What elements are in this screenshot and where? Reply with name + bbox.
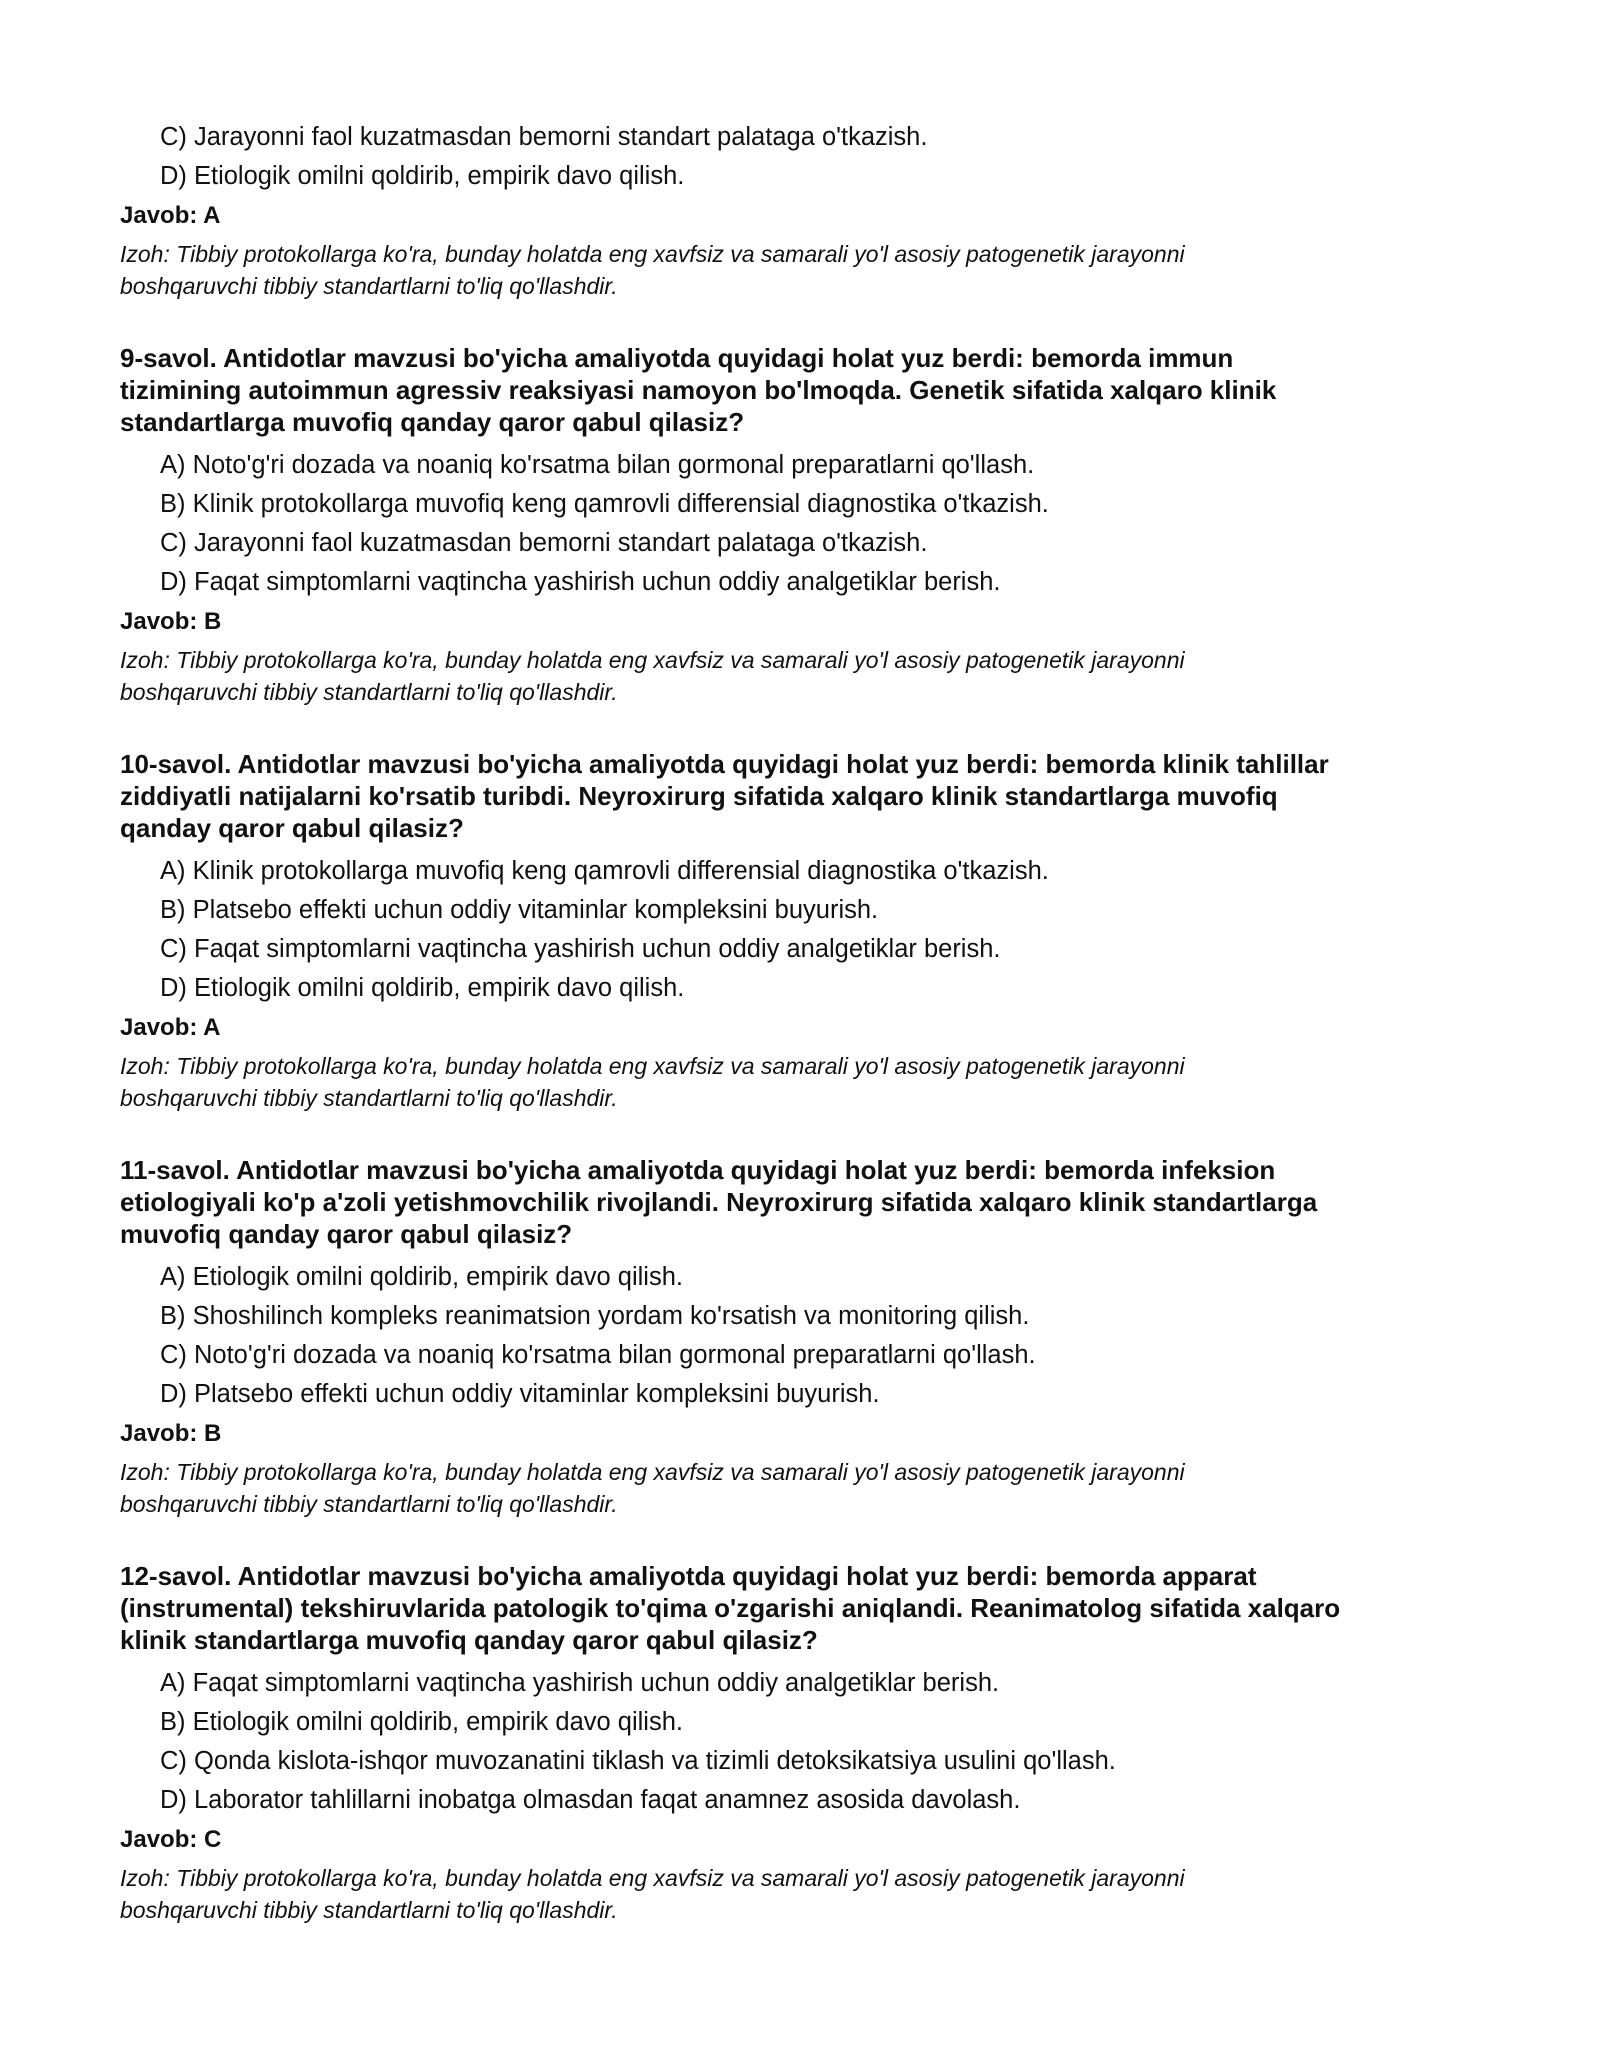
explanation-note (120, 644, 1500, 708)
answer-key: Javob: B (120, 608, 222, 635)
answer-key: Javob: C (120, 1826, 222, 1853)
question-title (120, 1560, 1500, 1656)
note-line: Izoh: Tibbiy protokollarga ko'ra, bunday holatda eng xavfsiz va samarali yo'l asosiy patogenetik jarayonni (120, 1865, 1185, 1891)
question-11 (120, 1154, 1500, 1520)
question-9 (120, 342, 1500, 708)
answer-key: Javob: A (120, 202, 221, 229)
answer-option-b: B) Platsebo effekti uchun oddiy vitaminlar kompleksini buyurish. (160, 896, 879, 924)
note-line: Izoh: Tibbiy protokollarga ko'ra, bunday holatda eng xavfsiz va samarali yo'l asosiy patogenetik jarayonni (120, 1053, 1185, 1079)
note-line: Izoh: Tibbiy protokollarga ko'ra, bunday holatda eng xavfsiz va samarali yo'l asosiy patogenetik jarayonni (120, 241, 1185, 267)
answer-option-c: C) Faqat simptomlarni vaqtincha yashirish uchun oddiy analgetiklar berish. (160, 935, 1001, 963)
answer-option-d: D) Laborator tahlillarni inobatga olmasdan faqat anamnez asosida davolash. (160, 1786, 1021, 1814)
answer-key: Javob: B (120, 1420, 222, 1447)
note-line: boshqaruvchi tibbiy standartlarni to'liq qo'llashdir. (120, 679, 618, 705)
question-10 (120, 748, 1500, 1114)
note-line: Izoh: Tibbiy protokollarga ko'ra, bunday holatda eng xavfsiz va samarali yo'l asosiy patogenetik jarayonni (120, 1459, 1185, 1485)
question-12 (120, 1560, 1500, 1926)
explanation-note (120, 1862, 1500, 1926)
title-line: klinik standartlarga muvofiq qanday qaror qabul qilasiz? (120, 1625, 818, 1655)
answer-option-a: A) Faqat simptomlarni vaqtincha yashirish uchun oddiy analgetiklar berish. (160, 1669, 1000, 1697)
answer-key: Javob: A (120, 1014, 221, 1041)
title-line: ziddiyatli natijalarni ko'rsatib turibdi. Neyroxirurg sifatida xalqaro klinik standartlarga muvofiq (120, 781, 1278, 811)
answer-option-d: D) Etiologik omilni qoldirib, empirik davo qilish. (160, 162, 685, 190)
title-line: 11-savol. Antidotlar mavzusi bo'yicha amaliyotda quyidagi holat yuz berdi: bemorda infeksion (120, 1155, 1276, 1185)
question-title (120, 342, 1500, 438)
question-title (120, 748, 1500, 844)
answer-option-c: C) Jarayonni faol kuzatmasdan bemorni standart palataga o'tkazish. (160, 529, 928, 557)
title-line: muvofiq qanday qaror qabul qilasiz? (120, 1219, 573, 1249)
note-line: boshqaruvchi tibbiy standartlarni to'liq qo'llashdir. (120, 273, 618, 299)
explanation-note (120, 1456, 1500, 1520)
answer-option-a: A) Etiologik omilni qoldirib, empirik davo qilish. (160, 1263, 683, 1291)
title-line: standartlarga muvofiq qanday qaror qabul qilasiz? (120, 407, 745, 437)
title-line: tizimining autoimmun agressiv reaksiyasi namoyon bo'lmoqda. Genetik sifatida xalqaro klinik (120, 375, 1277, 405)
title-line: qanday qaror qabul qilasiz? (120, 813, 464, 843)
answer-option-d: D) Faqat simptomlarni vaqtincha yashirish uchun oddiy analgetiklar berish. (160, 568, 1001, 596)
answer-option-a: A) Klinik protokollarga muvofiq keng qamrovli differensial diagnostika o'tkazish. (160, 857, 1049, 885)
document-page (120, 118, 1500, 1926)
answer-option-c: C) Noto'g'ri dozada va noaniq ko'rsatma bilan gormonal preparatlarni qo'llash. (160, 1341, 1036, 1369)
answer-option-c: C) Jarayonni faol kuzatmasdan bemorni standart palataga o'tkazish. (160, 123, 928, 151)
explanation-note (120, 1050, 1500, 1114)
answer-option-c: C) Qonda kislota-ishqor muvozanatini tiklash va tizimli detoksikatsiya usulini qo'llash. (160, 1747, 1116, 1775)
answer-option-b: B) Shoshilinch kompleks reanimatsion yordam ko'rsatish va monitoring qilish. (160, 1302, 1030, 1330)
note-line: Izoh: Tibbiy protokollarga ko'ra, bunday holatda eng xavfsiz va samarali yo'l asosiy patogenetik jarayonni (120, 647, 1185, 673)
answer-option-a: A) Noto'g'ri dozada va noaniq ko'rsatma bilan gormonal preparatlarni qo'llash. (160, 451, 1035, 479)
title-line: 10-savol. Antidotlar mavzusi bo'yicha amaliyotda quyidagi holat yuz berdi: bemorda klinik tahlillar (120, 749, 1329, 779)
question-title (120, 1154, 1500, 1250)
title-line: 12-savol. Antidotlar mavzusi bo'yicha amaliyotda quyidagi holat yuz berdi: bemorda apparat (120, 1561, 1257, 1591)
question-8-continuation (120, 118, 1500, 302)
title-line: etiologiyali ko'p a'zoli yetishmovchilik rivojlandi. Neyroxirurg sifatida xalqaro klinik standartlarga (120, 1187, 1318, 1217)
title-line: 9-savol. Antidotlar mavzusi bo'yicha amaliyotda quyidagi holat yuz berdi: bemorda immun (120, 343, 1234, 373)
title-line: (instrumental) tekshiruvlarida patologik to'qima o'zgarishi aniqlandi. Reanimatolog sifatida xalqaro (120, 1593, 1341, 1623)
answer-option-b: B) Klinik protokollarga muvofiq keng qamrovli differensial diagnostika o'tkazish. (160, 490, 1049, 518)
note-line: boshqaruvchi tibbiy standartlarni to'liq qo'llashdir. (120, 1897, 618, 1923)
answer-option-b: B) Etiologik omilni qoldirib, empirik davo qilish. (160, 1708, 683, 1736)
explanation-note (120, 238, 1500, 302)
note-line: boshqaruvchi tibbiy standartlarni to'liq qo'llashdir. (120, 1491, 618, 1517)
answer-option-d: D) Platsebo effekti uchun oddiy vitaminlar kompleksini buyurish. (160, 1380, 880, 1408)
note-line: boshqaruvchi tibbiy standartlarni to'liq qo'llashdir. (120, 1085, 618, 1111)
answer-option-d: D) Etiologik omilni qoldirib, empirik davo qilish. (160, 974, 685, 1002)
